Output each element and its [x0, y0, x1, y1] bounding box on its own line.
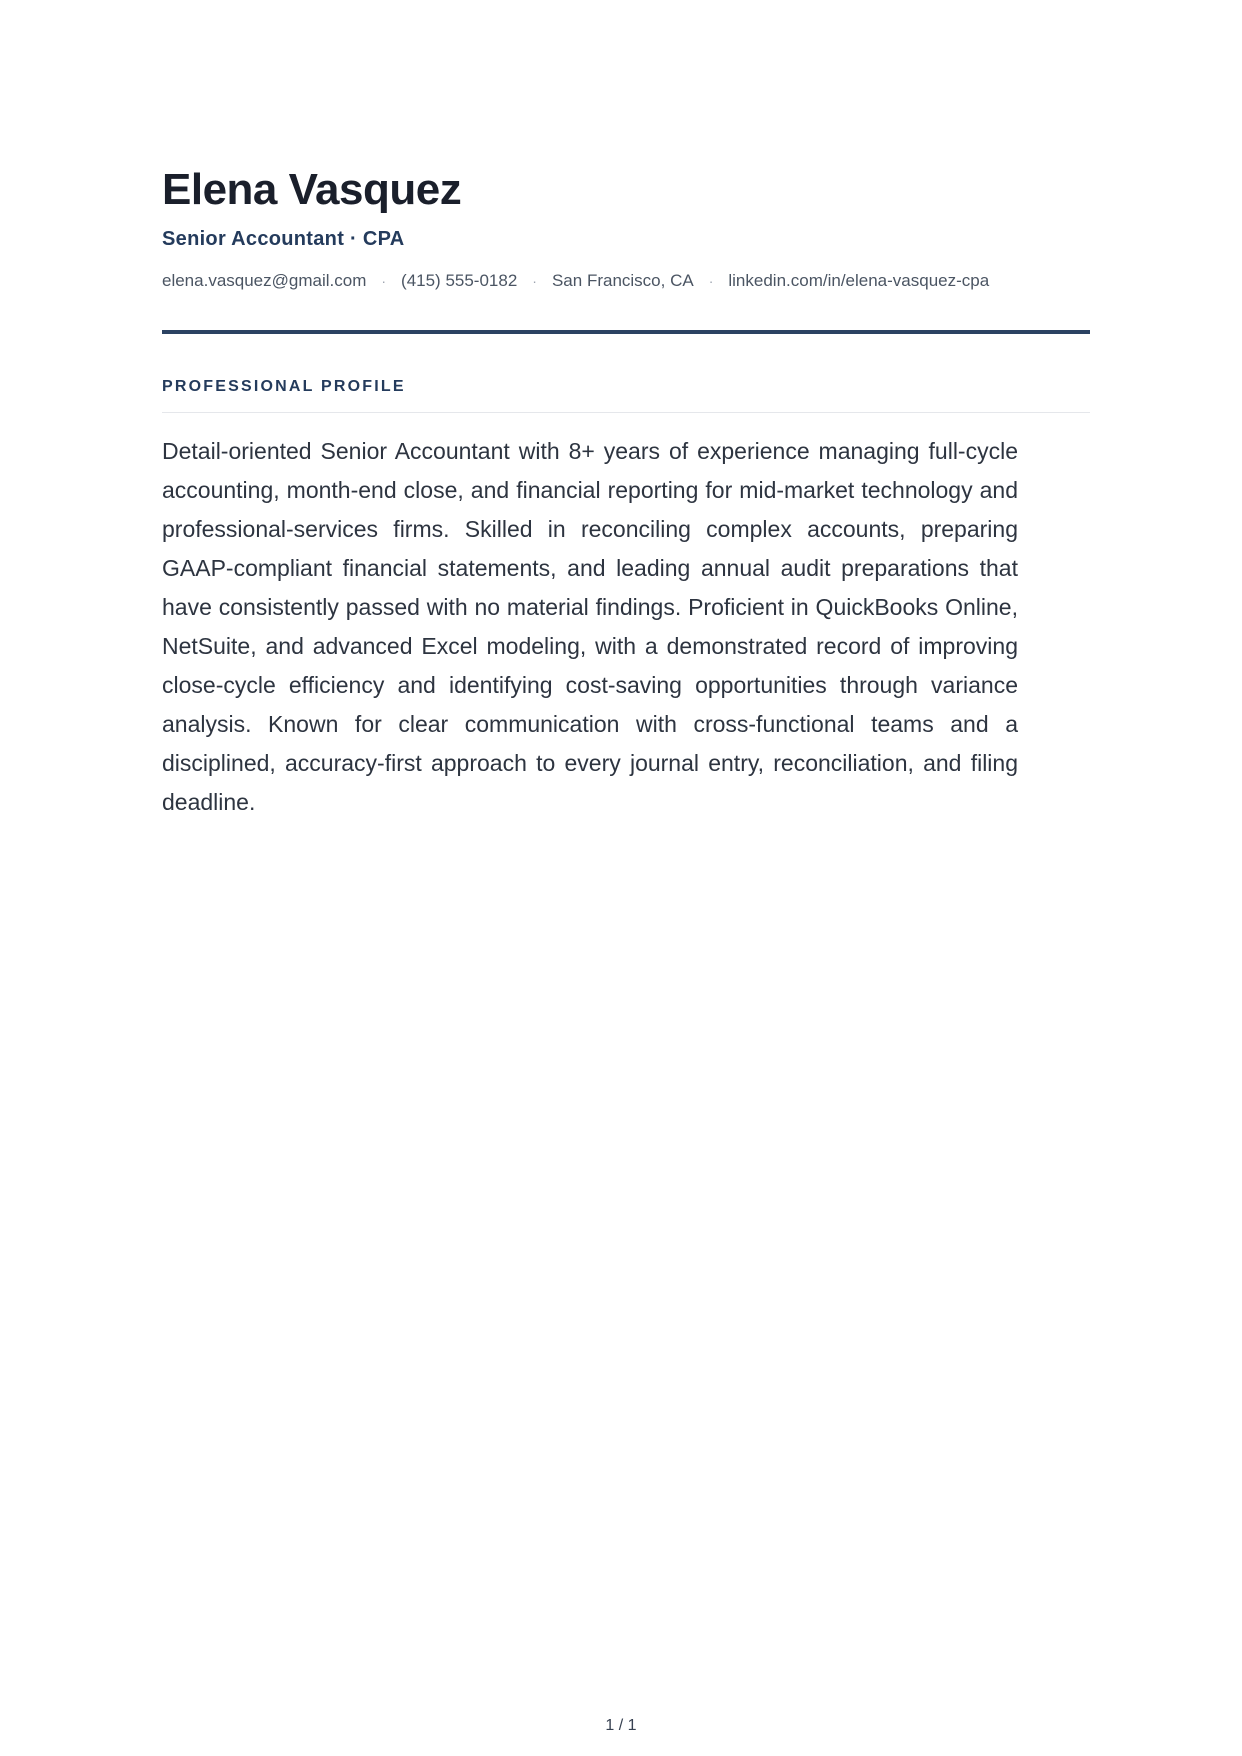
contact-location: San Francisco, CA	[551, 271, 694, 290]
candidate-name: Elena Vasquez	[162, 165, 462, 214]
profile-summary: Detail-oriented Senior Accountant with 8+ years of experience managing full-cycle accounting, month-end close, and financial reporting for mid-market technology and professional-services firms. Skilled in reconciling complex accounts, preparing GAAP-compliant financial statements, and leading annual audit preparations that have consistently passed with no material findings. Proficient in QuickBooks Online, NetSuite, and advanced Excel modeling, with a demonstrated record of improving close-cycle efficiency and identifying cost-saving opportunities through variance analysis. Known for clear communication with cross-functional teams and a disciplined, accuracy-first approach to every journal entry, reconciliation, and filing deadline.	[162, 438, 1018, 815]
section-heading-profile: PROFESSIONAL PROFILE	[162, 378, 406, 395]
candidate-title: Senior Accountant · CPA	[162, 228, 405, 250]
contact-separator: ·	[708, 273, 714, 289]
contact-line	[162, 270, 1090, 292]
section-divider	[162, 412, 1090, 413]
contact-separator: ·	[532, 273, 537, 289]
contact-linkedin: linkedin.com/in/elena-vasquez-cpa	[728, 271, 990, 290]
contact-separator: ·	[381, 273, 387, 289]
contact-email: elena.vasquez@gmail.com	[162, 271, 367, 290]
page-indicator: 1 / 1	[605, 1717, 637, 1734]
contact-phone: (415) 555-0182	[401, 271, 518, 290]
resume-header	[162, 162, 1090, 292]
header-divider	[162, 330, 1090, 334]
